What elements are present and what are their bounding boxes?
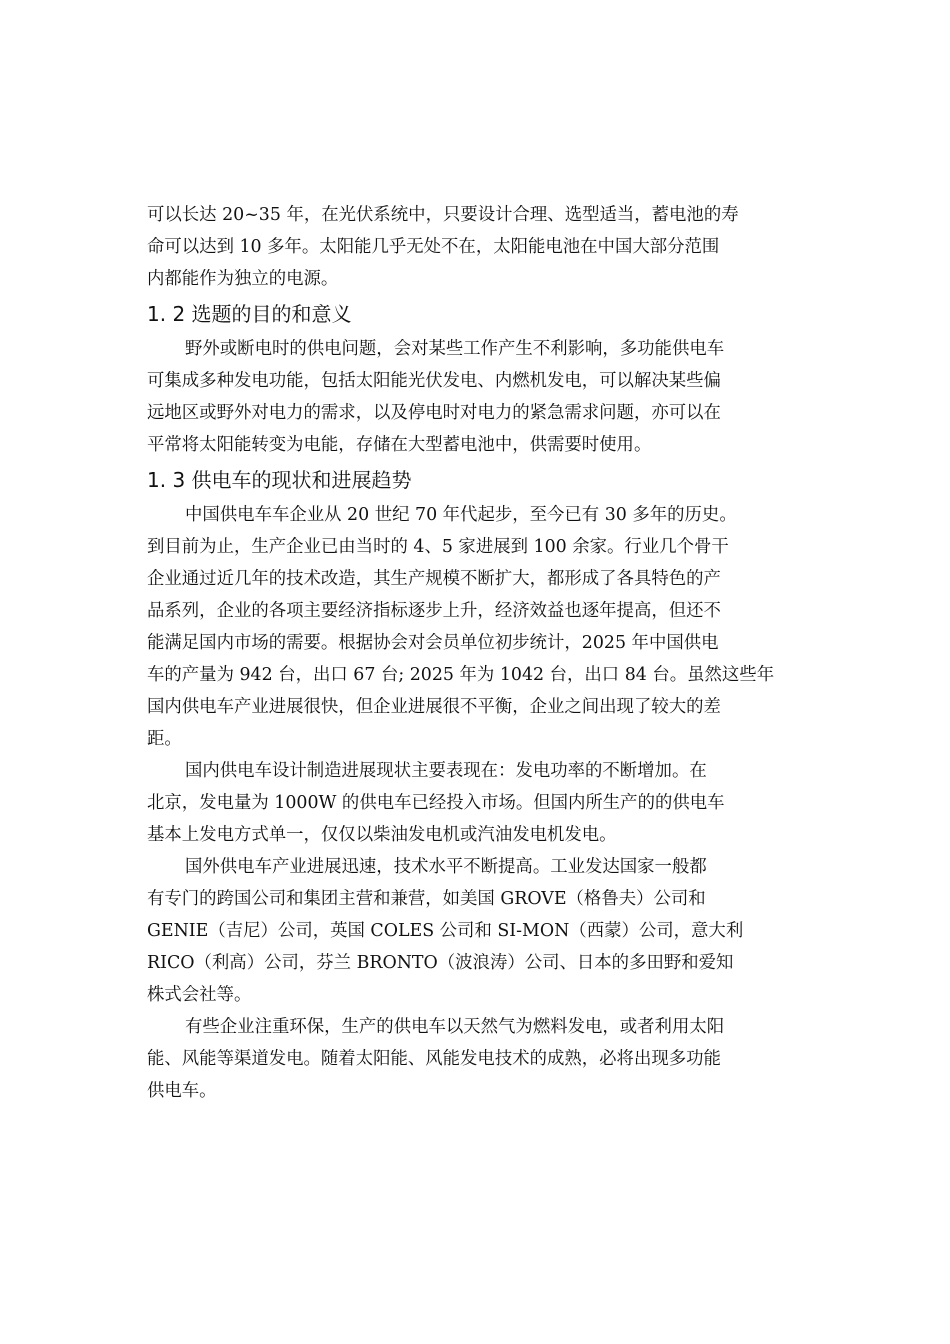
- text-line: 平常将太阳能转变为电能，存储在大型蓄电池中，供需要时使用。: [147, 435, 652, 455]
- text-line: 到目前为止，生产企业已由当时的 4、5 家进展到 100 余家。行业几个骨干: [147, 537, 729, 557]
- text-line: 品系列，企业的各项主要经济指标逐步上升，经济效益也逐年提高，但还不: [147, 601, 721, 621]
- text-line: 国内供电车产业进展很快，但企业进展很不平衡，企业之间出现了较大的差: [147, 697, 721, 717]
- section-heading-1-3: 1. 3 供电车的现状和进展趋势: [147, 468, 412, 492]
- text-line: 国内供电车设计制造进展现状主要表现在：发电功率的不断增加。在: [185, 761, 707, 781]
- text-line: 北京，发电量为 1000W 的供电车已经投入市场。但国内所生产的的供电车: [147, 793, 725, 813]
- section-1-3-paragraph-3: [147, 851, 781, 1011]
- section-1-3-paragraph-2: [147, 755, 781, 851]
- text-line: GENIE（吉尼）公司，英国 COLES 公司和 SI-MON（西蒙）公司，意大利: [147, 921, 744, 941]
- text-line: 命可以达到 10 多年。太阳能几乎无处不在，太阳能电池在中国大部分范围: [147, 237, 720, 257]
- text-line: RICO（利高）公司，芬兰 BRONTO（波浪涛）公司、日本的多田野和爱知: [147, 953, 734, 973]
- text-line: 企业通过近几年的技术改造，其生产规模不断扩大，都形成了各具特色的产: [147, 569, 721, 589]
- text-line: 有专门的跨国公司和集团主营和兼营，如美国 GROVE（格鲁夫）公司和: [147, 889, 706, 909]
- text-line: 距。: [147, 729, 182, 749]
- text-line: 可以长达 20~35 年，在光伏系统中，只要设计合理、选型适当，蓄电池的寿: [147, 205, 739, 225]
- intro-paragraph: [147, 199, 781, 295]
- document-body: [147, 199, 781, 1107]
- text-line: 能满足国内市场的需要。根据协会对会员单位初步统计，2025 年中国供电: [147, 633, 719, 653]
- text-line: 株式会社等。: [147, 985, 252, 1005]
- section-1-2-paragraph: [147, 333, 781, 461]
- text-line: 供电车。: [147, 1081, 217, 1101]
- text-line: 远地区或野外对电力的需求，以及停电时对电力的紧急需求问题，亦可以在: [147, 403, 721, 423]
- section-1-3-paragraph-4: [147, 1011, 781, 1107]
- text-line: 基本上发电方式单一，仅仅以柴油发电机或汽油发电机发电。: [147, 825, 617, 845]
- text-line: 中国供电车车企业从 20 世纪 70 年代起步，至今已有 30 多年的历史。: [185, 505, 737, 525]
- text-line: 可集成多种发电功能，包括太阳能光伏发电、内燃机发电，可以解决某些偏: [147, 371, 721, 391]
- text-line: 国外供电车产业进展迅速，技术水平不断提高。工业发达国家一般都: [185, 857, 707, 877]
- text-line: 能、风能等渠道发电。随着太阳能、风能发电技术的成熟，必将出现多功能: [147, 1049, 721, 1069]
- text-line: 内都能作为独立的电源。: [147, 269, 339, 289]
- text-line: 车的产量为 942 台，出口 67 台; 2025 年为 1042 台，出口 84 台。虽然这些年: [147, 665, 775, 685]
- section-heading-1-2: 1. 2 选题的目的和意义: [147, 302, 352, 326]
- section-1-3-paragraph-1: [147, 499, 781, 755]
- text-line: 野外或断电时的供电问题，会对某些工作产生不利影响，多功能供电车: [185, 339, 725, 359]
- text-line: 有些企业注重环保，生产的供电车以天然气为燃料发电，或者利用太阳: [185, 1017, 725, 1037]
